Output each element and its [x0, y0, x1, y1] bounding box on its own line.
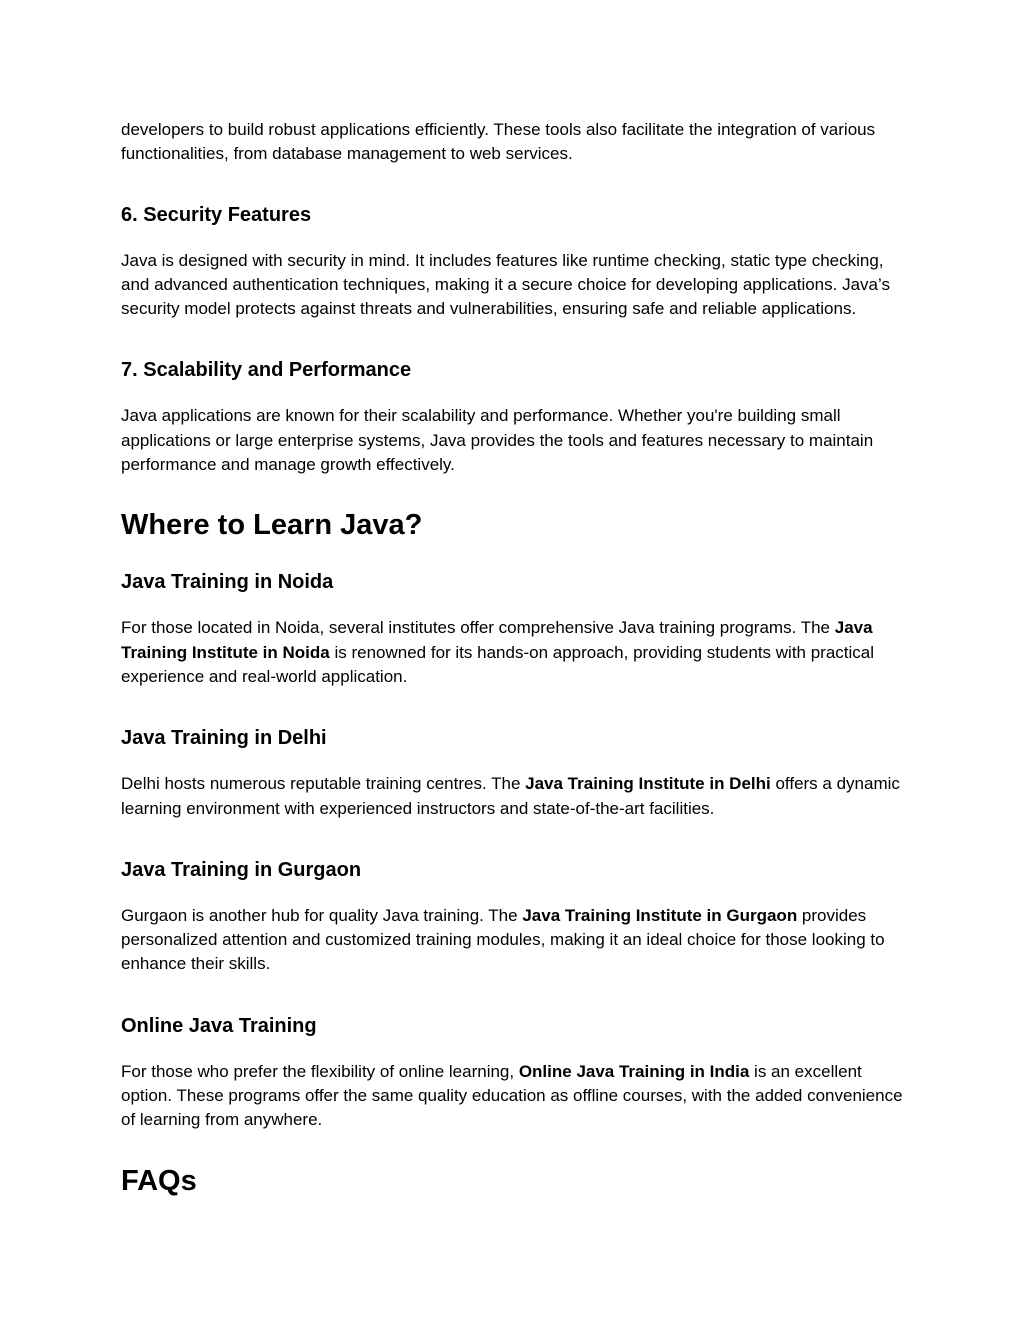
gurgaon-bold-institute: Java Training Institute in Gurgaon: [522, 905, 798, 925]
noida-text-before: For those located in Noida, several institutes offer comprehensive Java training programs. The: [121, 618, 835, 638]
noida-bold-institute: Java Training Institute in Noida: [121, 618, 873, 662]
subheading-java-training-noida: Java Training in Noida: [121, 571, 334, 594]
subheading-java-training-delhi: Java Training in Delhi: [121, 727, 327, 750]
gurgaon-text-before: Gurgaon is another hub for quality Java training. The: [121, 905, 523, 925]
gurgaon-paragraph: [121, 904, 911, 977]
delhi-text-after: offers a dynamic learning environment with experienced instructors and state-of-the-art facilities.: [121, 774, 900, 818]
heading-where-to-learn-java: Where to Learn Java?: [121, 509, 423, 542]
noida-text-after: is renowned for its hands-on approach, providing students with practical experience and real-world application.: [121, 642, 875, 686]
scalability-performance-paragraph: Java applications are known for their scalability and performance. Whether you're building small applications or large enterprise systems, Java provides the tools and features necessary to maintain performance and manage growth effectively.: [121, 406, 874, 475]
online-text-after: is an excellent option. These programs offer the same quality education as offline courses, with the added convenience of learning from anywhere.: [121, 1061, 903, 1130]
section-heading-security-features: 6. Security Features: [121, 203, 312, 226]
online-paragraph: [121, 1060, 911, 1133]
security-features-paragraph: Java is designed with security in mind. It includes features like runtime checking, static type checking, and advanced authentication techniques, making it a secure choice for developing applications. Java’s security model protects against threats and vulnerabilities, ensuring safe and reliable applications.: [121, 250, 890, 319]
online-text-before: For those who prefer the flexibility of online learning,: [121, 1061, 519, 1081]
online-bold-training: Online Java Training in India: [518, 1061, 750, 1081]
delhi-bold-institute: Java Training Institute in Delhi: [525, 774, 771, 794]
subheading-java-training-gurgaon: Java Training in Gurgaon: [121, 858, 362, 881]
gurgaon-text-after: provides personalized attention and customized training modules, making it an ideal choice for those looking to enhance their skills.: [121, 905, 885, 974]
intro-paragraph: developers to build robust applications efficiently. These tools also facilitate the integration of various functionalities, from database management to web services.: [121, 120, 876, 164]
section-heading-scalability-performance: 7. Scalability and Performance: [121, 359, 412, 382]
heading-faqs: FAQs: [121, 1164, 197, 1197]
subheading-online-java-training: Online Java Training: [121, 1014, 317, 1037]
document-page: [121, 118, 911, 1225]
delhi-paragraph: [121, 772, 911, 821]
noida-paragraph: [121, 616, 911, 689]
delhi-text-before: Delhi hosts numerous reputable training centres. The: [121, 774, 526, 794]
